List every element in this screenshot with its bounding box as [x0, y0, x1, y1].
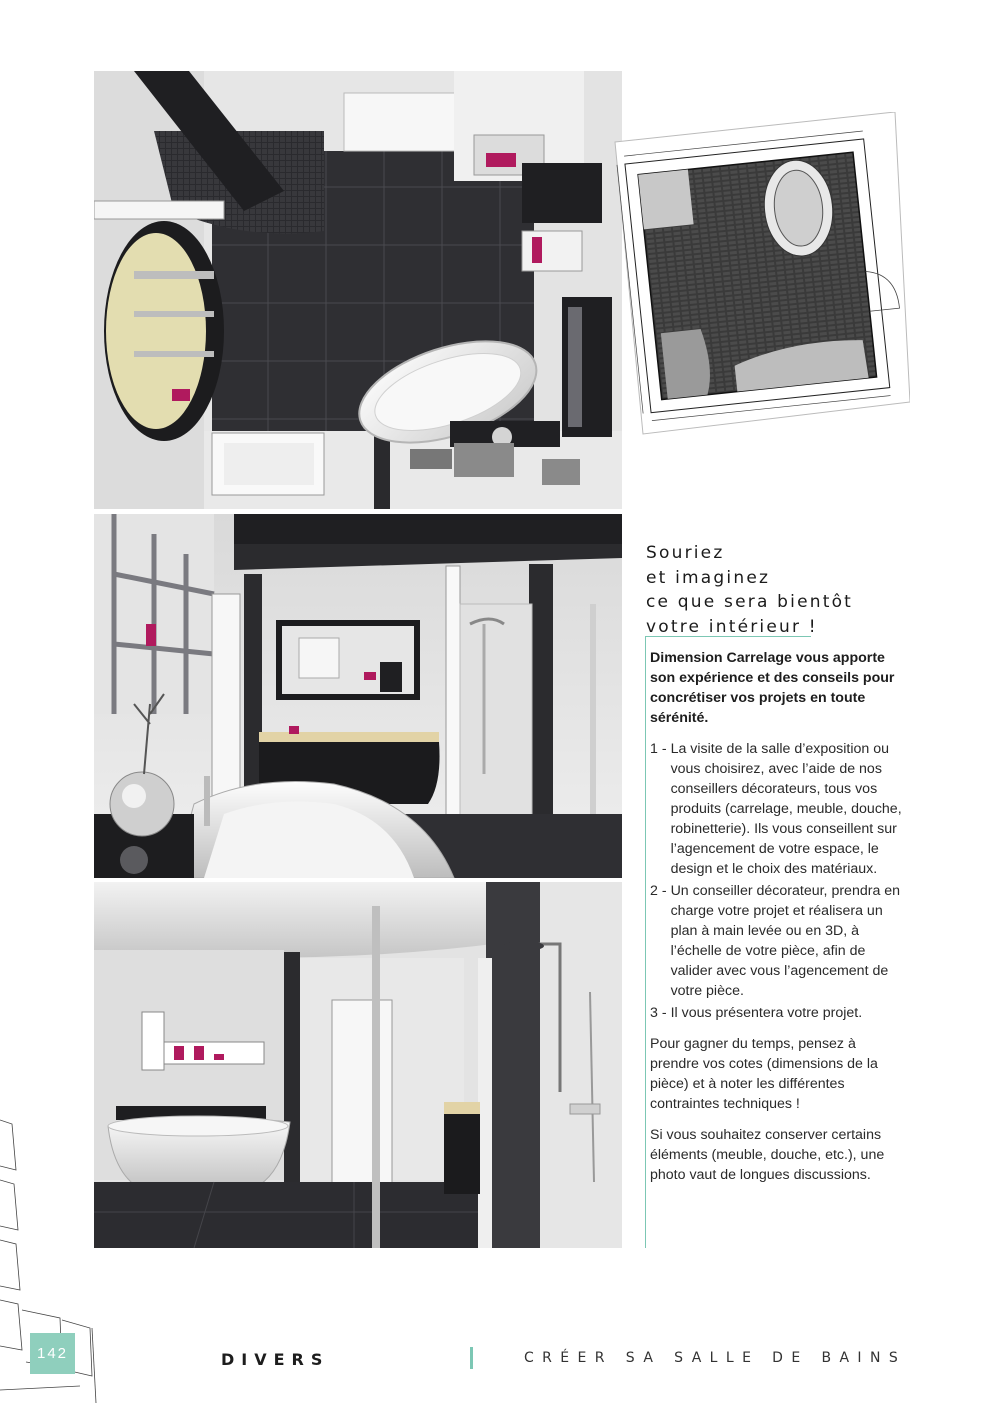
step-text: Il vous présentera votre projet.: [670, 1005, 863, 1021]
page-number-badge: 142: [30, 1333, 75, 1374]
tip-paragraph: Pour gagner du temps, pensez à prendre vos cotes (dimensions de la pièce) et à noter les différentes contraintes techniques !: [650, 1036, 878, 1112]
accent-rule-vertical: [645, 636, 646, 1248]
step-text: La visite de la salle d’exposition ou vous choisirez, avec l’aide de nos conseillers décorateurs, tous vos produits (carrelage, meuble, douche, robinetterie). Ils vous conseillent sur l’agencement de votre espace, le design et le choix des matériaux.: [670, 741, 902, 877]
footer-section: DIVERS: [221, 1350, 330, 1369]
render-bathtub-view: [94, 882, 622, 1248]
step-number: 1 -: [650, 741, 667, 757]
step-item: [650, 739, 905, 879]
footer-accent-bar: [470, 1347, 473, 1369]
heading-line: Souriez: [646, 543, 725, 563]
tip-paragraph: Si vous souhaitez conserver certains éléments (meuble, douche, etc.), une photo vaut de longues discussions.: [650, 1127, 885, 1183]
heading-line: et imaginez: [646, 567, 771, 588]
render-top-view: [94, 71, 622, 509]
step-text: Un conseiller décorateur, prendra en charge votre projet et réalisera un plan à main levée ou en 3D, à l’échelle de votre pièce, afin de valider avec vous l’agencement de votre pièce.: [670, 883, 901, 999]
heading-line: ce que sera bientôt: [646, 592, 854, 612]
step-item: [650, 1003, 905, 1023]
intro-paragraph: Dimension Carrelage vous apporte son expérience et des conseils pour concrétiser vos projets en toute sérénité.: [650, 650, 895, 726]
floor-plan-drawing: [605, 112, 910, 437]
footer-chapter: CRÉER SA SALLE DE BAINS: [524, 1350, 907, 1366]
step-item: [650, 881, 905, 1001]
step-number: 3 -: [650, 1005, 667, 1021]
body-text: [650, 648, 905, 1185]
render-vanity-view: [94, 514, 622, 878]
step-number: 2 -: [650, 883, 667, 899]
accent-rule-horizontal: [646, 636, 811, 637]
section-heading: [646, 541, 946, 639]
heading-line: votre intérieur !: [646, 616, 818, 637]
